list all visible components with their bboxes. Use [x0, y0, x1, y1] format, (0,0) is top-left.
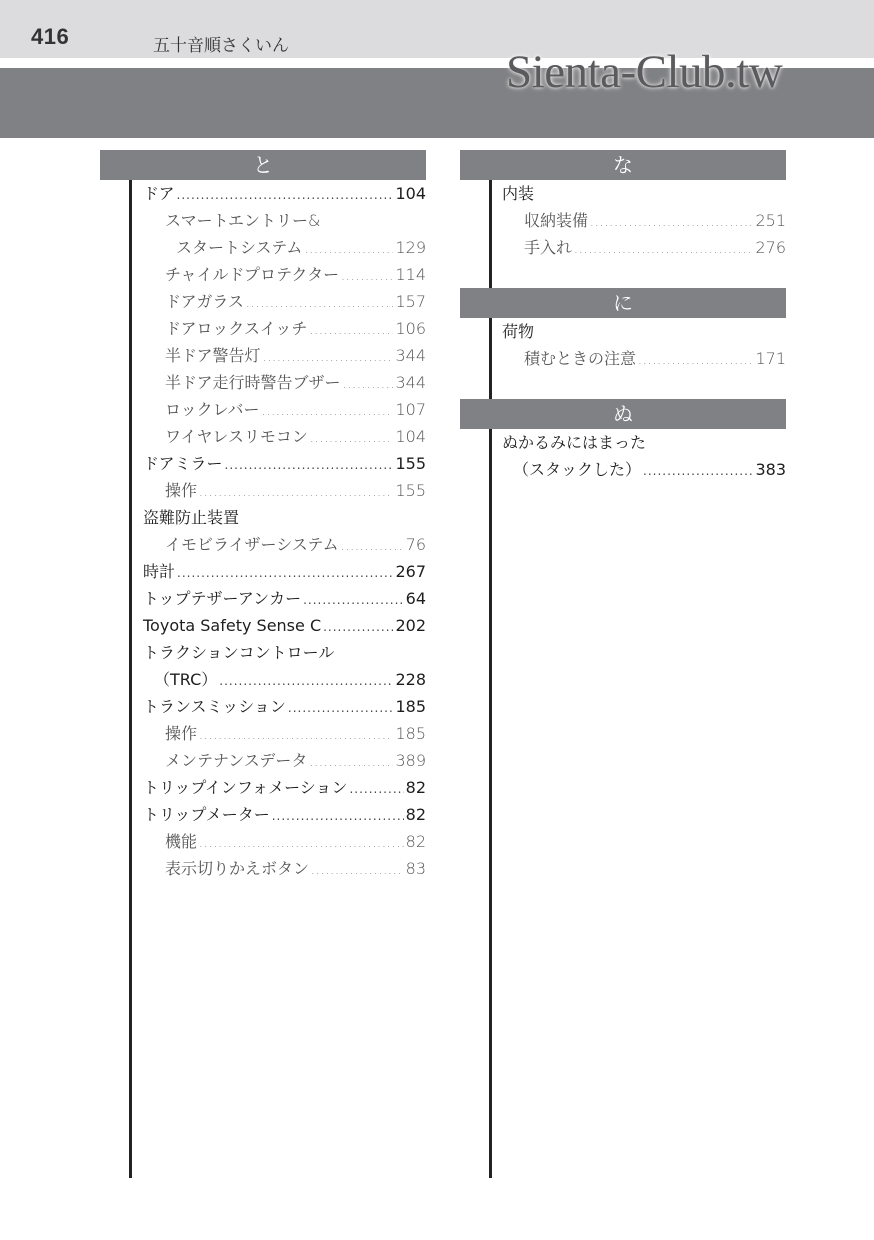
dot-leader: [303, 587, 404, 614]
entry-page[interactable]: 383: [755, 460, 786, 479]
dot-leader: [643, 458, 753, 485]
dot-leader: [590, 209, 753, 236]
entry-label: 半ドア警告灯: [165, 346, 261, 365]
index-entry[interactable]: [143, 423, 426, 450]
entry-page[interactable]: 82: [405, 805, 426, 824]
entry-label: トラクションコントロール: [143, 643, 335, 662]
entry-label: 荷物: [502, 322, 535, 341]
index-entry: [143, 639, 426, 666]
entry-label: トップテザーアンカー: [143, 589, 302, 608]
index-entry[interactable]: [143, 558, 426, 585]
index-column-right: [460, 150, 786, 483]
index-entry: [143, 207, 426, 234]
dot-leader: [262, 398, 394, 425]
entry-page[interactable]: 344: [395, 346, 426, 365]
entry-label: 半ドア走行時警告ブザー: [165, 373, 341, 392]
dot-leader: [199, 722, 393, 749]
entry-page[interactable]: 129: [395, 238, 426, 257]
entry-label: 手入れ: [524, 238, 573, 257]
section-header-ni: に: [460, 288, 786, 318]
entry-page[interactable]: 82: [405, 778, 426, 797]
dot-leader: [177, 560, 393, 587]
index-entry[interactable]: [143, 855, 426, 882]
entry-label: 表示切りかえボタン: [165, 859, 310, 878]
index-entry[interactable]: [143, 288, 426, 315]
watermark: Sienta-Club.tw: [506, 46, 783, 98]
index-entry[interactable]: [502, 234, 786, 261]
dot-leader: [349, 776, 403, 803]
entry-page[interactable]: 389: [395, 751, 426, 770]
entry-label: ロックレバー: [165, 400, 260, 419]
index-entry[interactable]: [143, 585, 426, 612]
dot-leader: [304, 236, 393, 263]
entry-label: スタートシステム: [176, 238, 303, 257]
entry-label: ドアガラス: [165, 292, 244, 311]
entry-label: 収納装備: [524, 211, 589, 230]
index-entry: [143, 504, 426, 531]
section-spacer: [502, 261, 786, 288]
entry-label: トリップメーター: [143, 805, 270, 824]
index-entry[interactable]: [143, 315, 426, 342]
entry-label: 操作: [165, 724, 198, 743]
index-entry[interactable]: [143, 774, 426, 801]
entry-page[interactable]: 228: [395, 670, 426, 689]
entry-page[interactable]: 185: [395, 724, 426, 743]
entry-label: ドアミラー: [143, 454, 223, 473]
entry-label: ぬかるみにはまった: [502, 433, 647, 452]
index-entry[interactable]: [143, 450, 426, 477]
dot-leader: [225, 452, 394, 479]
index-entry[interactable]: [502, 456, 786, 483]
dot-leader: [288, 695, 394, 722]
entry-page[interactable]: 276: [755, 238, 786, 257]
dot-leader: [309, 317, 393, 344]
entry-page[interactable]: 202: [395, 616, 426, 635]
dot-leader: [177, 182, 394, 209]
dot-leader: [219, 668, 393, 695]
index-entry: [502, 318, 786, 345]
entry-page[interactable]: 76: [405, 535, 426, 554]
dot-leader: [311, 857, 404, 884]
index-entry[interactable]: [143, 234, 426, 261]
dot-leader: [341, 263, 393, 290]
entry-label: トリップインフォメーション: [143, 778, 348, 797]
index-entry[interactable]: [143, 612, 426, 639]
entry-page[interactable]: 114: [395, 265, 426, 284]
dot-leader: [574, 236, 753, 263]
entry-label: 機能: [165, 832, 198, 851]
index-entry[interactable]: [143, 477, 426, 504]
entry-label: 時計: [143, 562, 176, 581]
entry-label: スマートエントリー&: [165, 211, 321, 230]
section-header-na: な: [460, 150, 786, 180]
entry-label: ドア: [143, 184, 175, 203]
entry-page[interactable]: 82: [405, 832, 426, 851]
section-entries-to: [100, 180, 426, 882]
entry-page[interactable]: 104: [395, 184, 426, 203]
section-header-to: と: [100, 150, 426, 180]
dot-leader: [323, 614, 393, 641]
index-entry[interactable]: [143, 396, 426, 423]
section-entries-ni: [460, 318, 786, 399]
entry-label: 積むときの注意: [524, 349, 637, 368]
entry-label: （TRC）: [154, 670, 218, 689]
index-entry[interactable]: [143, 369, 426, 396]
entry-page[interactable]: 104: [395, 427, 426, 446]
entry-label: 盗難防止装置: [143, 508, 240, 527]
entry-page[interactable]: 106: [395, 319, 426, 338]
entry-page[interactable]: 64: [405, 589, 426, 608]
dot-leader: [309, 749, 393, 776]
entry-label: ドアロックスイッチ: [165, 319, 308, 338]
index-entry[interactable]: [143, 720, 426, 747]
dot-leader: [343, 371, 394, 398]
entry-label: ワイヤレスリモコン: [165, 427, 308, 446]
entry-page[interactable]: 157: [395, 292, 426, 311]
entry-label: チャイルドプロテクター: [165, 265, 340, 284]
dot-leader: [638, 347, 753, 374]
page-title: 五十音順さくいん: [153, 36, 289, 56]
index-entry: [502, 180, 786, 207]
entry-label: 操作: [165, 481, 198, 500]
dot-leader: [199, 830, 404, 857]
entry-page[interactable]: 155: [395, 481, 426, 500]
entry-label: イモビライザーシステム: [165, 535, 339, 554]
section-spacer: [502, 372, 786, 399]
index-entry[interactable]: [143, 828, 426, 855]
entry-label: （スタックした）: [513, 460, 642, 479]
entry-page[interactable]: 171: [755, 349, 786, 368]
entry-page[interactable]: 185: [395, 697, 426, 716]
dot-leader: [263, 344, 394, 371]
index-entry[interactable]: [502, 207, 786, 234]
index-entry[interactable]: [143, 801, 426, 828]
dot-leader: [199, 479, 393, 506]
index-entry[interactable]: [143, 531, 426, 558]
entry-page[interactable]: 155: [395, 454, 426, 473]
index-entry[interactable]: [143, 747, 426, 774]
dot-leader: [272, 803, 404, 830]
entry-page[interactable]: 83: [405, 859, 426, 878]
dot-leader: [341, 533, 404, 560]
index-column-left: [100, 150, 426, 882]
entry-page[interactable]: 107: [395, 400, 426, 419]
index-entry[interactable]: [143, 261, 426, 288]
entry-page[interactable]: 267: [395, 562, 426, 581]
entry-label: 内装: [502, 184, 535, 203]
index-entry: [502, 429, 786, 456]
dot-leader: [246, 290, 394, 317]
section-entries-na: [460, 180, 786, 288]
index-entry[interactable]: [502, 345, 786, 372]
dot-leader: [310, 425, 394, 452]
index-entry[interactable]: [143, 342, 426, 369]
entry-page[interactable]: 344: [395, 373, 426, 392]
section-header-nu: ぬ: [460, 399, 786, 429]
index-entry[interactable]: [143, 693, 426, 720]
entry-page[interactable]: 251: [755, 211, 786, 230]
section-entries-nu: [460, 429, 786, 483]
index-entry[interactable]: [143, 180, 426, 207]
page-number: 416: [31, 24, 70, 49]
entry-label: メンテナンスデータ: [165, 751, 308, 770]
entry-label: Toyota Safety Sense C: [143, 616, 322, 635]
index-entry[interactable]: [143, 666, 426, 693]
entry-label: トランスミッション: [143, 697, 286, 716]
